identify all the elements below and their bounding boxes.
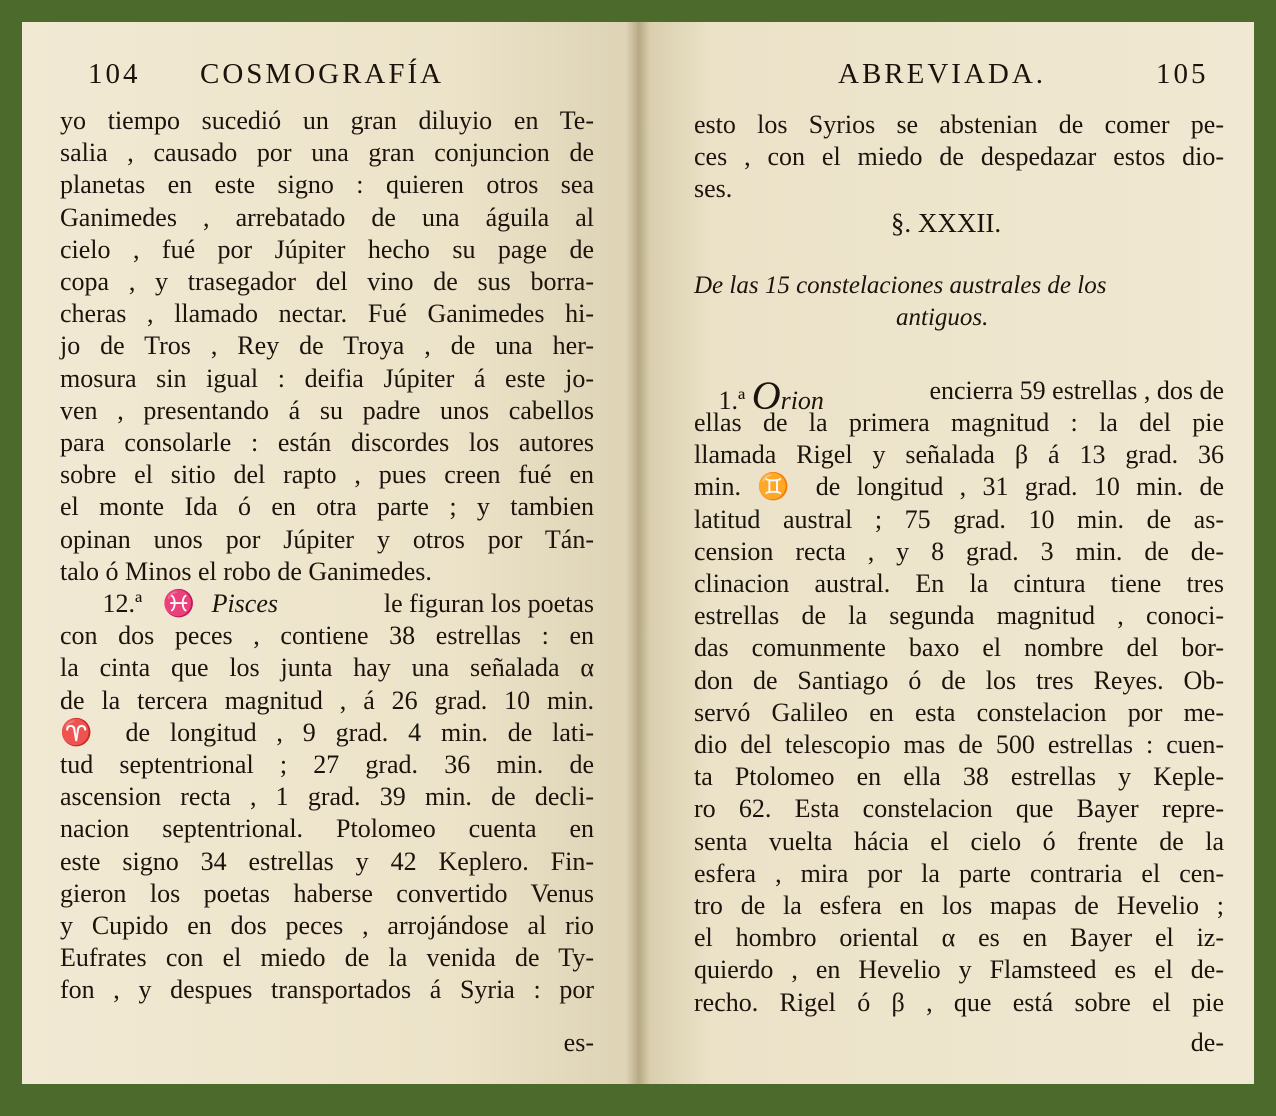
section-heading: §. XXXII. (890, 208, 1002, 238)
text-line: el monte Ida ó en otra parte ; y tambien (60, 492, 594, 522)
left-running-head: COSMOGRAFÍA (200, 58, 445, 90)
right-page-number: 105 (1156, 58, 1209, 90)
text-line: para consolarle : están discordes los autores (60, 428, 594, 457)
text-line: tud septentrional ; 27 grad. 36 min. de (60, 750, 594, 779)
text-line: de la tercera magnitud , á 26 grad. 10 min. (60, 685, 594, 715)
left-page (22, 22, 638, 1084)
text-line: latitud austral ; 75 grad. 10 min. de as- (694, 504, 1224, 534)
book-spread (22, 22, 1254, 1084)
text-line: min. ♊ de longitud , 31 grad. 10 min. de (694, 472, 1224, 502)
text-line: ellas de la primera magnitud : la del pie (694, 408, 1224, 437)
text-line: con dos peces , contiene 38 estrellas : en (60, 621, 594, 651)
right-running-head: ABREVIADA. (838, 58, 1047, 90)
text-line: opinan unos por Júpiter y otros por Tán- (60, 524, 594, 554)
text-line: Ganimedes , arrebatado de una águila al (60, 202, 594, 232)
text-line: cheras , llamado nectar. Fué Ganimedes hi- (60, 299, 594, 329)
text-line: ascension recta , 1 grad. 39 min. de decli- (60, 782, 594, 812)
text-line: dio del telescopio mas de 500 estrellas : cuen- (694, 730, 1224, 759)
pisces-sign-icon: ♓ (162, 589, 196, 618)
text-line: sobre el sitio del rapto , pues creen fué en (60, 460, 594, 490)
orion-name-rest: rion (780, 386, 824, 415)
para-12-name: Pisces (211, 589, 278, 618)
text-line: tro de la esfera en los mapas de Hevelio ; (694, 891, 1224, 920)
text-line: mosura sin igual : deifia Júpiter á este jo- (60, 363, 594, 393)
text-line: servó Galileo en esta constelacion por me- (694, 697, 1224, 727)
para-1-rest: encierra 59 estrellas , dos de (929, 376, 1224, 405)
text-line: y Cupido en dos peces , arrojándose al rio (60, 911, 594, 940)
text-line: quierdo , en Hevelio y Flamsteed es el de- (694, 955, 1224, 985)
text-line: ♈ de longitud , 9 grad. 4 min. de lati- (60, 717, 594, 747)
book-gutter (626, 22, 650, 1084)
para-12-first-line (60, 589, 594, 619)
text-line: ses. (694, 174, 733, 203)
text-line: el hombro oriental α es en Bayer el iz- (694, 923, 1224, 953)
text-line: Eufrates con el miedo de la venida de Ty- (60, 943, 594, 973)
text-line: ven , presentando á su padre unos cabellos (60, 395, 594, 425)
subheading-line-2: antiguos. (896, 304, 989, 331)
right-catchword: de- (1190, 1028, 1224, 1057)
subheading-line-1: De las 15 constelaciones australes de los (694, 272, 1107, 299)
text-line: planetas en este signo : quieren otros sea (60, 170, 594, 200)
text-line: fon , y despues transportados á Syria : por (60, 975, 594, 1005)
text-line: talo ó Minos el robo de Ganimedes. (60, 556, 432, 586)
text-line: este signo 34 estrellas y 42 Keplero. Fin- (60, 846, 594, 876)
text-line: don de Santiago ó de los tres Reyes. Ob- (694, 665, 1224, 695)
text-line: das comunmente baxo el nombre del bor- (694, 633, 1224, 663)
text-line: ces , con el miedo de despedazar estos dio- (694, 142, 1224, 171)
text-line: cension recta , y 8 grad. 3 min. de de- (694, 536, 1224, 566)
text-line: recho. Rigel ó β , que está sobre el pie (694, 987, 1224, 1017)
para-1-number: 1.ª (718, 386, 746, 415)
text-line: esfera , mira por la parte contraria el cen- (694, 858, 1224, 888)
text-line: ta Ptolomeo en ella 38 estrellas y Keple- (694, 762, 1224, 792)
text-line: llamada Rigel y señalada β á 13 grad. 36 (694, 440, 1224, 470)
text-line: copa , y trasegador del vino de sus borra- (60, 267, 594, 296)
text-line: yo tiempo sucedió un gran diluyio en Te- (60, 106, 594, 135)
orion-dropcap: O (751, 373, 781, 418)
text-line: jo de Tros , Rey de Troya , de una her- (60, 331, 594, 361)
text-line: gieron los poetas haberse convertido Venus (60, 878, 594, 908)
left-catchword: es- (563, 1028, 594, 1057)
para-12-number: 12.ª (102, 589, 143, 618)
text-line: clinacion austral. En la cintura tiene tres (694, 569, 1224, 598)
right-page (638, 22, 1254, 1084)
text-line: ro 62. Esta constelacion que Bayer repre- (694, 794, 1224, 824)
text-line: esto los Syrios se abstenian de comer pe- (694, 110, 1224, 139)
text-line: estrellas de la segunda magnitud , conoci- (694, 601, 1224, 631)
text-line: nacion septentrional. Ptolomeo cuenta en (60, 814, 594, 844)
text-line: cielo , fué por Júpiter hecho su page de (60, 234, 594, 264)
text-line: salia , causado por una gran conjuncion de (60, 138, 594, 168)
left-page-number: 104 (88, 58, 141, 90)
para-12-rest: le figuran los poetas (383, 589, 594, 618)
text-line: senta vuelta hácia el cielo ó frente de la (694, 826, 1224, 856)
text-line: la cinta que los junta hay una señalada α (60, 653, 594, 683)
